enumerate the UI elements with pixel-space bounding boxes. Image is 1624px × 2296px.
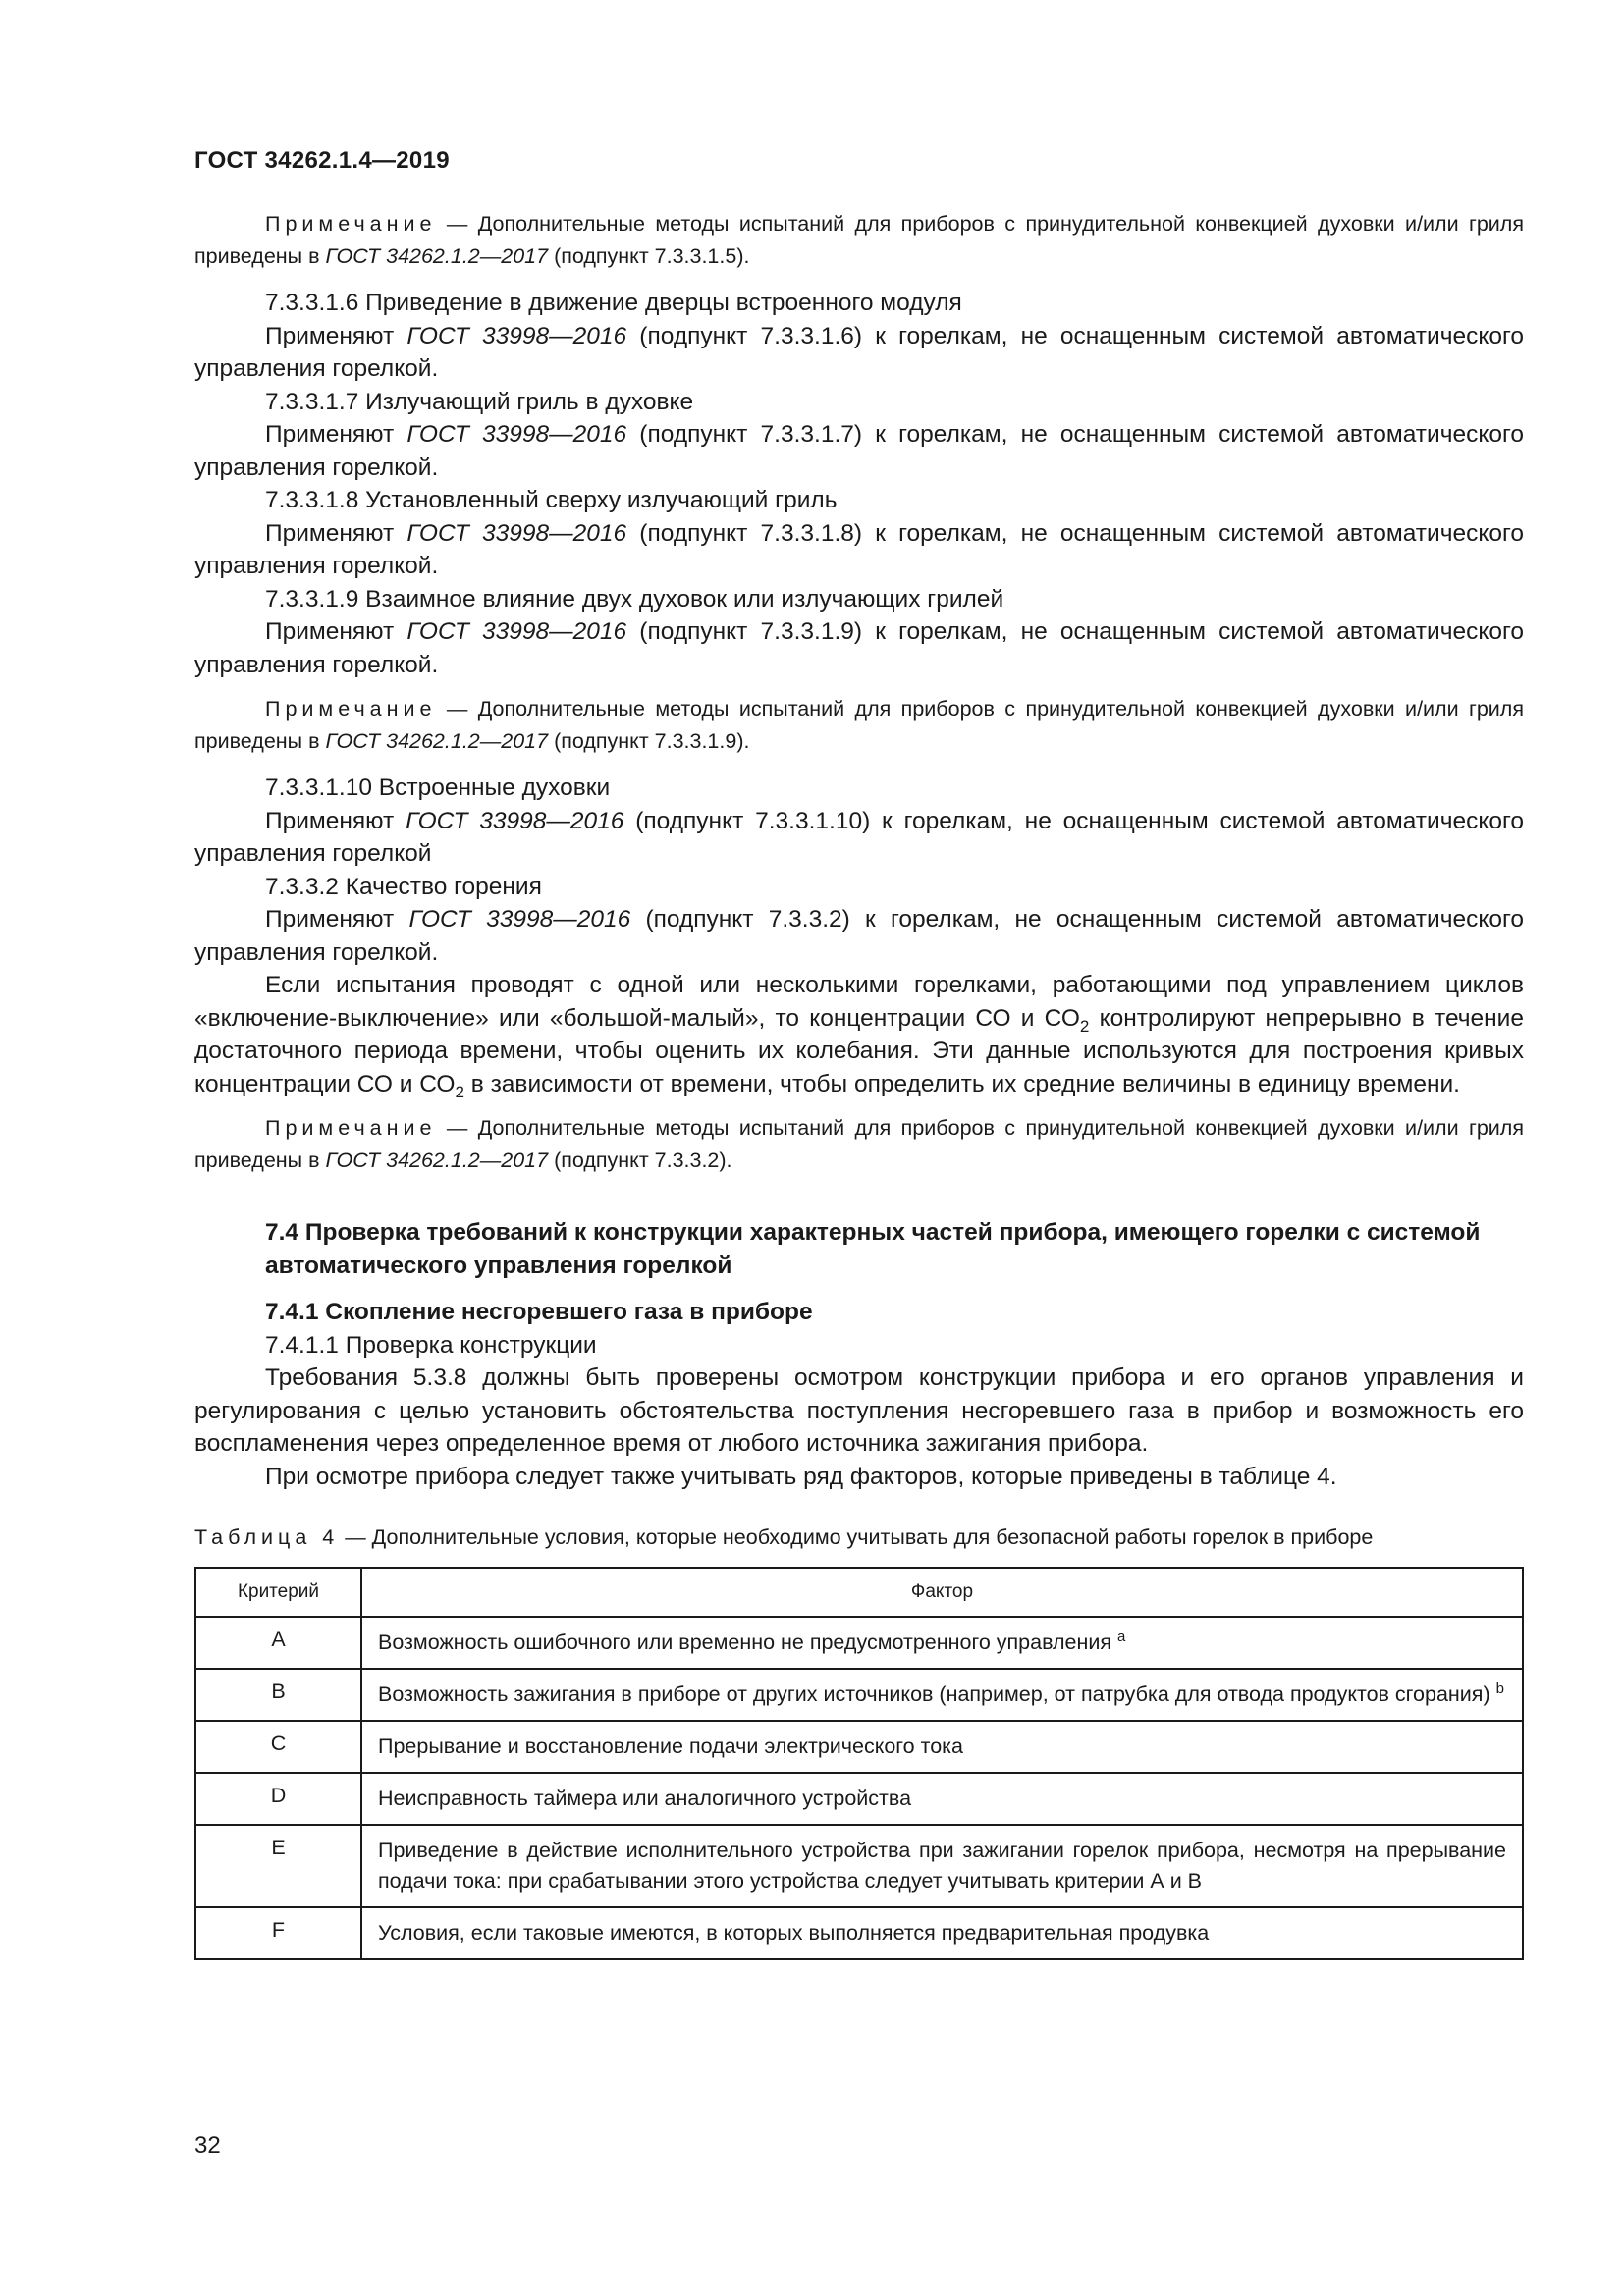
note-label: Примечание <box>265 697 437 721</box>
section-7-3-3-1-10-title: 7.3.3.1.10 Встроенные духовки <box>265 774 611 801</box>
table-4 <box>194 1567 1524 1960</box>
criterion-cell: B <box>195 1669 361 1721</box>
note-label: Примечание <box>265 1116 437 1140</box>
section-7-4-1-1-paragraph-1: Требования 5.3.8 должны быть проверены осмотром конструкции прибора и его органов управления и регулирования с целью установить обстоятельства поступления несгоревшего газа в прибор и возможность его воспламенения через определенное время от любого источника зажигания прибора. <box>194 1364 1524 1457</box>
table-4-caption: Таблица 4 — Дополнительные условия, которые необходимо учитывать для безопасной работы горелок в приборе <box>194 1525 1374 1549</box>
section-7-4-heading: 7.4 Проверка требований к конструкции характерных частей прибора, имеющего горелки с системой автоматического управления горелкой <box>265 1219 1481 1279</box>
standard-reference: ГОСТ 33998—2016 <box>406 807 624 834</box>
factor-cell: Условия, если таковые имеются, в которых выполняется предварительная продувка <box>361 1907 1523 1959</box>
section-7-3-3-1-6-text: Применяют ГОСТ 33998—2016 (подпункт 7.3.3.1.6) к горелкам, не оснащенным системой автоматического управления горелкой. <box>194 322 1524 382</box>
combustion-paragraph: Если испытания проводят с одной или несколькими горелками, работающими под управлением циклов «включение-выключение» или «большой-малый», то концентрации СО и $СО_2$ контролируют непрерывно в течение достаточного периода времени, чтобы оценить их колебания. Эти данные используются для построения кривых концентрации СО и $СО_2$ в зависимости от времени, чтобы определить их средние величины в единицу времени. <box>194 972 1524 1101</box>
section-7-3-3-1-7-title: 7.3.3.1.7 Излучающий гриль в духовке <box>265 388 694 415</box>
standard-reference: ГОСТ 33998—2016 <box>406 322 627 349</box>
subscript-2: 2 <box>1079 1016 1090 1036</box>
section-7-3-3-1-9-title: 7.3.3.1.9 Взаимное влияние двух духовок или излучающих грилей <box>265 585 1004 613</box>
criterion-cell: A <box>195 1617 361 1669</box>
section-7-3-3-1-8-text: Применяют ГОСТ 33998—2016 (подпункт 7.3.3.1.8) к горелкам, не оснащенным системой автоматического управления горелкой. <box>194 519 1524 579</box>
table-row <box>195 1721 1523 1773</box>
standard-reference: ГОСТ 33998—2016 <box>406 618 627 645</box>
criterion-cell: D <box>195 1773 361 1825</box>
criterion-cell: C <box>195 1721 361 1773</box>
section-7-4-1-heading: 7.4.1 Скопление несгоревшего газа в приборе <box>265 1299 813 1325</box>
table-row <box>195 1773 1523 1825</box>
factor-cell: Возможность зажигания в приборе от других источников (например, от патрубка для отвода продуктов сгорания) $^b$ <box>361 1669 1523 1721</box>
factor-cell: Прерывание и восстановление подачи электрического тока <box>361 1721 1523 1773</box>
subscript-2: 2 <box>455 1082 464 1101</box>
standard-reference: ГОСТ 34262.1.2—2017 <box>325 729 549 753</box>
note-1: Примечание — Дополнительные методы испытаний для приборов с принудительной конвекцией духовки и/или гриля приведены в ГОСТ 34262.1.2—2017 (подпункт 7.3.3.1.5). <box>194 212 1524 268</box>
table-row <box>195 1669 1523 1721</box>
document-page <box>194 147 1524 1960</box>
standard-reference: ГОСТ 34262.1.2—2017 <box>325 1148 549 1172</box>
note-label: Примечание <box>265 212 437 236</box>
column-header-criterion: Критерий <box>195 1568 361 1617</box>
section-7-3-3-2-title: 7.3.3.2 Качество горения <box>265 873 542 900</box>
section-7-3-3-1-9-text: Применяют ГОСТ 33998—2016 (подпункт 7.3.3.1.9) к горелкам, не оснащенным системой автоматического управления горелкой. <box>194 618 1524 678</box>
note-2: Примечание — Дополнительные методы испытаний для приборов с принудительной конвекцией духовки и/или гриля приведены в ГОСТ 34262.1.2—2017 (подпункт 7.3.3.1.9). <box>194 697 1524 753</box>
criterion-cell: F <box>195 1907 361 1959</box>
standard-reference: ГОСТ 33998—2016 <box>408 906 631 933</box>
standard-reference: ГОСТ 33998—2016 <box>406 519 627 547</box>
note-3: Примечание — Дополнительные методы испытаний для приборов с принудительной конвекцией духовки и/или гриля приведены в ГОСТ 34262.1.2—2017 (подпункт 7.3.3.2). <box>194 1116 1524 1172</box>
criterion-cell: E <box>195 1825 361 1907</box>
page-number: 32 <box>194 2132 221 2159</box>
factor-cell: Приведение в действие исполнительного устройства при зажигании горелок прибора, несмотря на прерывание подачи тока: при срабатывании этого устройства следует учитывать критерии А и В <box>361 1825 1523 1907</box>
section-7-3-3-1-7-text: Применяют ГОСТ 33998—2016 (подпункт 7.3.3.1.7) к горелкам, не оснащенным системой автоматического управления горелкой. <box>194 421 1524 481</box>
column-header-factor: Фактор <box>361 1568 1523 1617</box>
standard-reference: ГОСТ 34262.1.2—2017 <box>325 244 549 268</box>
section-7-3-3-2-text: Применяют ГОСТ 33998—2016 (подпункт 7.3.3.2) к горелкам, не оснащенным системой автоматического управления горелкой. <box>194 906 1524 966</box>
table-row <box>195 1907 1523 1959</box>
document-id: ГОСТ 34262.1.4—2019 <box>194 147 450 174</box>
table-label: Таблица 4 <box>194 1525 340 1549</box>
footnote-mark: a <box>1117 1629 1126 1645</box>
table-row <box>195 1825 1523 1907</box>
table-header-row <box>195 1568 1523 1617</box>
factor-cell: Неисправность таймера или аналогичного устройства <box>361 1773 1523 1825</box>
section-7-4-1-1-title: 7.4.1.1 Проверка конструкции <box>265 1331 597 1359</box>
footnote-mark: b <box>1495 1681 1504 1697</box>
factor-cell: Возможность ошибочного или временно не предусмотренного управления $^a$ <box>361 1617 1523 1669</box>
table-row <box>195 1617 1523 1669</box>
standard-reference: ГОСТ 33998—2016 <box>406 421 627 448</box>
section-7-3-3-1-10-text: Применяют ГОСТ 33998—2016 (подпункт 7.3.3.1.10) к горелкам, не оснащенным системой автоматического управления горелкой <box>194 807 1525 867</box>
section-7-3-3-1-8-title: 7.3.3.1.8 Установленный сверху излучающий гриль <box>265 487 838 513</box>
section-7-4-1-1-paragraph-2: При осмотре прибора следует также учитывать ряд факторов, которые приведены в таблице 4. <box>265 1463 1337 1490</box>
section-7-3-3-1-6-title: 7.3.3.1.6 Приведение в движение дверцы встроенного модуля <box>265 290 962 316</box>
